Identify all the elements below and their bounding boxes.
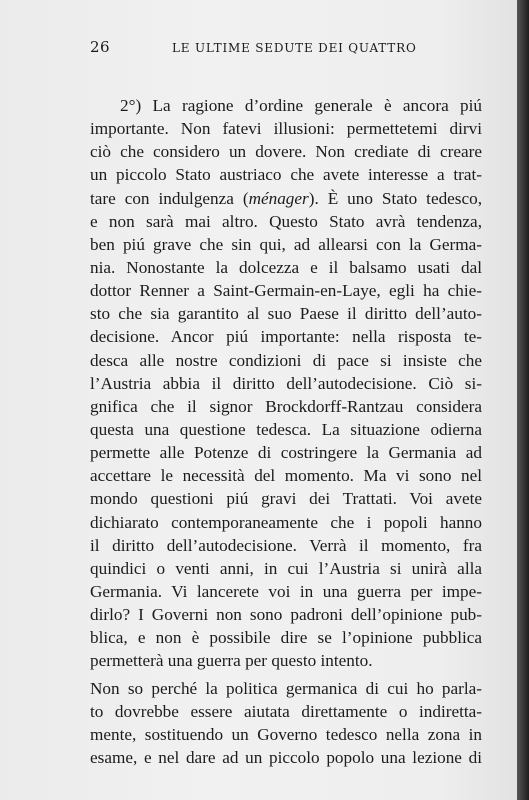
text-line: accettare le necessità del momento. Ma vi sono nel: [90, 466, 482, 486]
text-line: dirlo? I Governi non sono padroni dell’opinione pub-: [90, 605, 482, 625]
page-header: [90, 38, 420, 58]
text-line: permette alle Potenze di costringere la Germania ad: [90, 443, 482, 463]
text-line: to dovrebbe essere aiutata direttamente o indiretta-: [90, 701, 482, 721]
body-text: [90, 94, 482, 769]
text-line: blica, e non è possibile dire se l’opinione pubblica: [90, 628, 482, 648]
text-line: un piccolo Stato austriaco che avete interesse a trat-: [90, 165, 482, 185]
text-line: e non sarà mai altro. Questo Stato avrà tendenza,: [90, 211, 482, 231]
text-line: ben piú grave che sin qui, ad allearsi con la Germa-: [90, 234, 482, 254]
text-line: 2°) La ragione d’ordine generale è ancora piú: [120, 96, 482, 115]
running-title: LE ULTIME SEDUTE DEI QUATTRO: [172, 41, 417, 55]
text-line: dottor Renner a Saint-Germain-en-Laye, egli ha chie-: [90, 281, 482, 301]
text-line: importante. Non fatevi illusioni: permettetemi dirvi: [90, 119, 482, 139]
text-line: desca alle nostre condizioni di pace si insiste che: [90, 350, 482, 370]
text-line: ciò che considero un dovere. Non crediate di creare: [90, 142, 482, 162]
page-number: 26: [90, 38, 111, 56]
text-line: l’Austria abbia il diritto dell’autodecisione. Ciò si-: [90, 373, 482, 393]
text-line: questa una questione tedesca. La situazione odierna: [90, 419, 482, 439]
text-line: dichiarato contemporaneamente che i popoli hanno: [90, 512, 482, 532]
book-edge-shadow: [517, 0, 529, 800]
text-line: mente, sostituendo un Governo tedesco nella zona in: [90, 724, 482, 744]
text-line: esame, e nel dare ad un piccolo popolo una lezione di: [90, 747, 482, 767]
text-line: quindici o venti anni, in cui l’Austria si unirà alla: [90, 558, 482, 578]
text-line: sto che sia garantito al suo Paese il diritto dell’auto-: [90, 304, 482, 324]
text-line: mondo questioni piú gravi dei Trattati. Voi avete: [90, 489, 482, 509]
text-line: nia. Nonostante la dolcezza e il balsamo usati dal: [90, 257, 482, 277]
text-line: [90, 187, 482, 210]
text-line: Germania. Vi lancerete voi in una guerra per impe-: [90, 581, 482, 601]
text-line: Non so perché la politica germanica di cui ho parla-: [90, 678, 482, 698]
text-segment: tare con indulgenza (: [90, 188, 249, 208]
text-line: decisione. Ancor piú importante: nella risposta te-: [90, 327, 482, 347]
text-line: gnifica che il signor Brockdorff-Rantzau considera: [90, 396, 482, 416]
italic-term: ménager: [248, 188, 309, 208]
text-line: il diritto dell’autodecisione. Verrà il momento, fra: [90, 535, 482, 555]
text-line: permetterà una guerra per questo intento.: [90, 651, 373, 671]
text-segment: ). È uno Stato tedesco,: [308, 188, 483, 208]
